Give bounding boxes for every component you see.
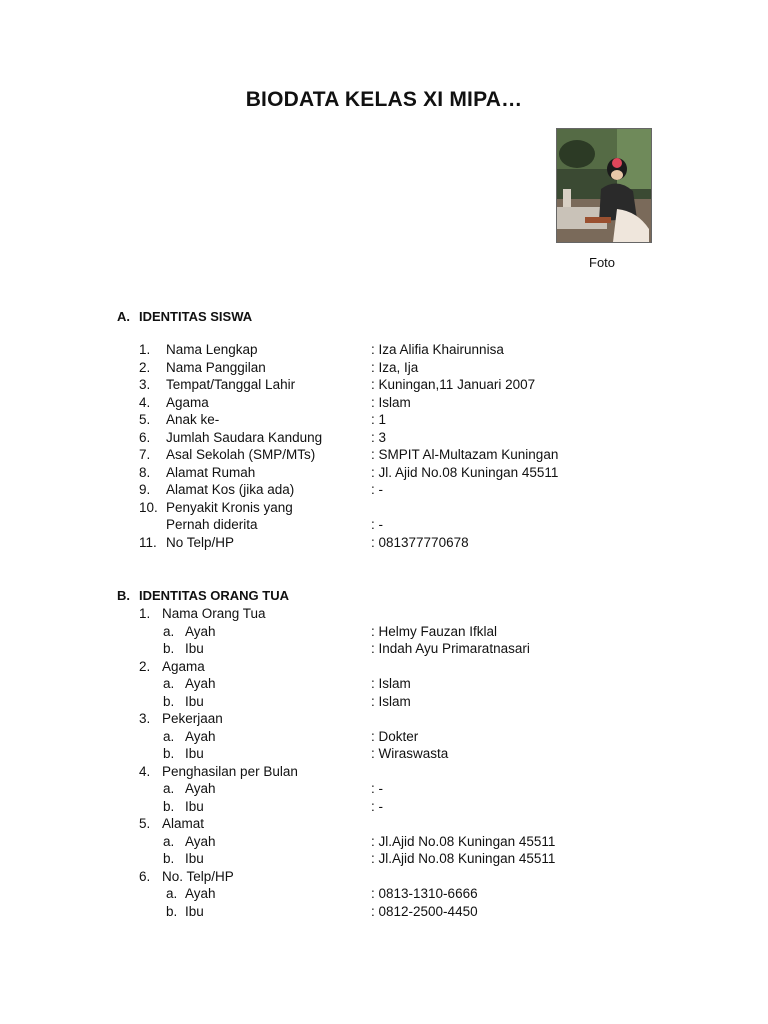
photo-caption: Foto: [589, 255, 616, 270]
section-a-letter: A.: [117, 309, 130, 324]
section-a-title: IDENTITAS SISWA: [139, 309, 253, 324]
document-title: BIODATA KELAS XI MIPA…: [245, 88, 523, 111]
section-b-title: IDENTITAS ORANG TUA: [139, 588, 289, 603]
student-photo: [556, 128, 652, 243]
section-b-letter: B.: [117, 588, 130, 603]
